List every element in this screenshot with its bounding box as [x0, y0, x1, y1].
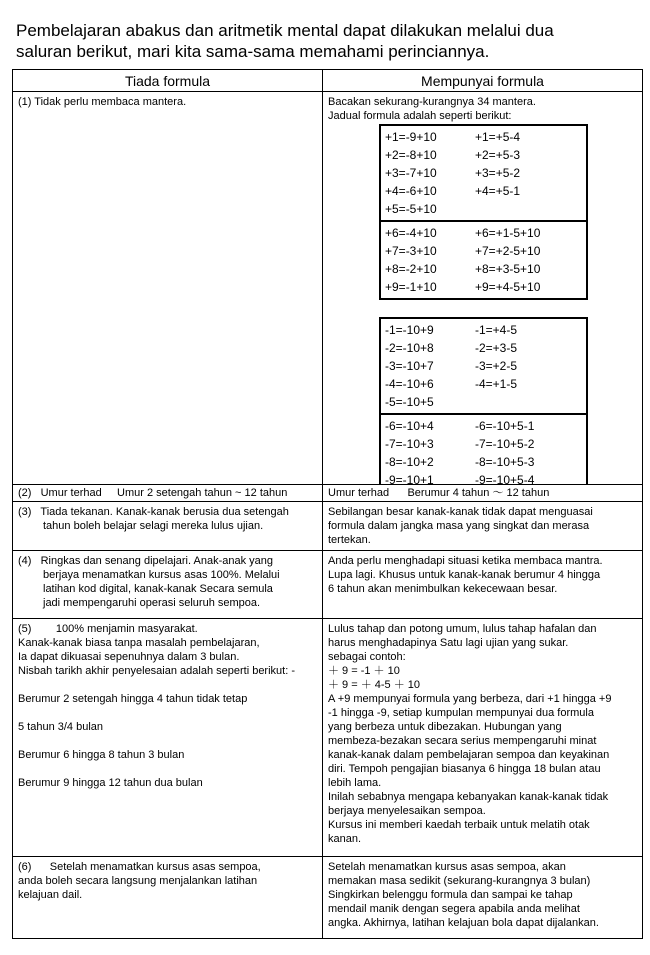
row6-left-cell — [13, 857, 323, 939]
row3-left-line: (3) Tiada tekanan. Kanak-kanak berusia dua setengah — [18, 506, 289, 518]
formula-row — [385, 278, 582, 296]
row5-right-line: sebagai contoh: — [328, 651, 406, 663]
row6-right-cell — [323, 857, 643, 939]
formula-cell: -7=-10+5-2 — [475, 437, 535, 451]
row5-right-text — [323, 619, 642, 849]
formula-row — [385, 393, 582, 411]
row4-left-line: (4) Ringkas dan senang dipelajari. Anak-anak yang — [18, 555, 273, 567]
formula-row — [385, 357, 582, 375]
formula-cell — [475, 393, 565, 411]
row5-right-line: Lulus tahap dan potong umum, lulus tahap hafalan dan — [328, 623, 597, 635]
intro-line: saluran berikut, mari kita sama-sama memahami perinciannya. — [16, 42, 490, 61]
formula-row — [385, 453, 582, 471]
row5-right-line: A +9 mempunyai formula yang berbeza, dari +1 hingga +9 — [328, 693, 612, 705]
formula-cell: -2=+3-5 — [475, 341, 518, 355]
row1-right-content — [323, 92, 642, 484]
formula-section — [381, 220, 586, 298]
row4-left-line: latihan kod digital, kanak-kanak Secara semula — [43, 583, 273, 595]
row3-right-line: tertekan. — [328, 534, 371, 546]
row5-left-line — [18, 762, 317, 776]
formula-cell: -6=-10+5-1 — [475, 419, 535, 433]
row5-right-line: lebih lama. — [328, 777, 382, 789]
minus-formula-table — [379, 317, 588, 484]
row5-right-line: berjaya menyelesaikan sempoa. — [328, 805, 486, 817]
row3-left-line: tahun boleh belajar selagi mereka lulus ujian. — [43, 520, 264, 532]
row4-right-cell — [323, 551, 643, 619]
formula-row — [385, 182, 582, 200]
row6-right-text — [323, 857, 642, 933]
formula-cell: +3=+5-2 — [475, 166, 521, 180]
row1-right-cell — [323, 92, 643, 485]
formula-row — [385, 128, 582, 146]
formula-cell: +5=-5+10 — [385, 202, 437, 216]
row3-right-cell — [323, 502, 643, 551]
formula-cell: +2=-8+10 — [385, 148, 437, 162]
formula-cell: +7=+2-5+10 — [475, 244, 541, 258]
formula-section — [381, 126, 586, 220]
row5-right-line: kanak-kanak dalam pembelajaran sempoa dan keyakinan — [328, 749, 610, 761]
formula-row — [385, 375, 582, 393]
formula-row — [385, 146, 582, 164]
row5-right-line: -1 hingga -9, setiap kumpulan mempunyai dua formula — [328, 707, 594, 719]
row5-left-cell — [13, 619, 323, 857]
formula-cell: -9=-10+1 — [385, 473, 434, 484]
row1-left-text: (1) Tidak perlu membaca mantera. — [18, 96, 187, 108]
formula-cell — [475, 200, 565, 218]
formula-cell: +8=+3-5+10 — [475, 262, 541, 276]
formula-cell: +9=-1+10 — [385, 280, 437, 294]
row4-left-line: jadi mempengaruhi operasi seluruh sempoa. — [43, 597, 261, 609]
row5-right-cell — [323, 619, 643, 857]
formula-cell: +4=-6+10 — [385, 184, 437, 198]
row5-left-text — [13, 619, 322, 793]
formula-section — [381, 319, 586, 413]
row5-left-line: Berumur 6 hingga 8 tahun 3 bulan — [18, 749, 185, 761]
row5-right-line: diri. Tempoh pengajian biasanya 6 hingga 18 bulan atau — [328, 763, 601, 775]
formula-row — [385, 164, 582, 182]
row5-left-line: (5) 100% menjamin masyarakat. — [18, 623, 198, 635]
formula-cell: -4=+1-5 — [475, 377, 518, 391]
table-row — [13, 92, 643, 485]
formula-cell: -8=-10+5-3 — [475, 455, 535, 469]
formula-cell: -2=-10+8 — [385, 341, 434, 355]
row5-right-line: Kursus ini memberi kaedah terbaik untuk melatih otak — [328, 819, 590, 831]
formula-cell: +6=-4+10 — [385, 226, 437, 240]
formula-row — [385, 242, 582, 260]
row6-right-line: memakan masa sedikit (sekurang-kurangnya 3 bulan) — [328, 875, 591, 887]
row5-right-line: kanan. — [328, 833, 362, 845]
formula-row — [385, 200, 582, 218]
row5-right-line: membeza-bezakan secara serius mempengaruhi minat — [328, 735, 597, 747]
formula-cell: -3=+2-5 — [475, 359, 518, 373]
row6-left-line: anda boleh secara langsung menjalankan latihan — [18, 875, 258, 887]
row5-right-line: ＋ 9 = -1 ＋ 10 — [328, 665, 400, 677]
row5-right-line: Inilah sebabnya mengapa kebanyakan kanak-kanak tidak — [328, 791, 609, 803]
row5-right-line: yang berbeza untuk dibezakan. Hubungan yang — [328, 721, 562, 733]
row5-left-line: Nisbah tarikh akhir penyelesaian adalah seperti berikut: - — [18, 665, 295, 677]
formula-row — [385, 260, 582, 278]
header-no-formula: Tiada formula — [13, 70, 323, 92]
row2-left-cell — [13, 485, 323, 502]
table-row — [13, 857, 643, 939]
row5-right-line: ＋ 9 = ＋ 4-5 ＋ 10 — [328, 679, 421, 691]
row3-left-cell — [13, 502, 323, 551]
row5-right-line: harus menghadapinya Satu lagi ujian yang sukar. — [328, 637, 569, 649]
row5-left-line — [18, 706, 317, 720]
row5-left-line: Berumur 2 setengah hingga 4 tahun tidak tetap — [18, 693, 248, 705]
formula-row — [385, 471, 582, 484]
header-with-formula: Mempunyai formula — [323, 70, 643, 92]
formula-row — [385, 321, 582, 339]
intro-text — [16, 20, 646, 62]
formula-cell: -5=-10+5 — [385, 395, 434, 409]
table-row — [13, 502, 643, 551]
formula-cell: -3=-10+7 — [385, 359, 434, 373]
formula-cell: +3=-7+10 — [385, 166, 437, 180]
formula-cell: -6=-10+4 — [385, 419, 434, 433]
formula-cell: +6=+1-5+10 — [475, 226, 541, 240]
row5-left-line: 5 tahun 3/4 bulan — [18, 721, 104, 733]
formula-cell: +4=+5-1 — [475, 184, 521, 198]
header-row — [13, 70, 643, 92]
row3-right-line: formula dalam jangka masa yang singkat dan merasa — [328, 520, 590, 532]
row5-left-line: Berumur 9 hingga 12 tahun dua bulan — [18, 777, 203, 789]
row6-right-line: mendail manik dengan segera apabila anda melihat — [328, 903, 580, 915]
intro-line: Pembelajaran abakus dan aritmetik mental dapat dilakukan melalui dua — [16, 21, 554, 40]
formula-row — [385, 224, 582, 242]
table-row — [13, 485, 643, 502]
formula-cell: -8=-10+2 — [385, 455, 434, 469]
row6-left-line: kelajuan dail. — [18, 889, 83, 901]
row1-right-line: Jadual formula adalah seperti berikut: — [328, 110, 512, 122]
row1-right-line: Bacakan sekurang-kurangnya 34 mantera. — [328, 96, 536, 108]
row2-right-cell — [323, 485, 643, 502]
plus-formula-table — [379, 124, 588, 300]
table-row — [13, 551, 643, 619]
formula-row — [385, 339, 582, 357]
formula-cell: -1=-10+9 — [385, 323, 434, 337]
formula-cell: +1=+5-4 — [475, 130, 521, 144]
row4-left-line: berjaya menamatkan kursus asas 100%. Melalui — [43, 569, 280, 581]
row3-right-line: Sebilangan besar kanak-kanak tidak dapat menguasai — [328, 506, 593, 518]
row6-right-line: Singkirkan belenggu formula dan sampai ke tahap — [328, 889, 573, 901]
row4-right-line: 6 tahun akan menimbulkan kekecewaan besar. — [328, 583, 558, 595]
formula-cell: +9=+4-5+10 — [475, 280, 541, 294]
formula-cell: -7=-10+3 — [385, 437, 434, 451]
row4-left-cell — [13, 551, 323, 619]
formula-row — [385, 435, 582, 453]
row1-left-cell — [13, 92, 323, 485]
formula-cell: +1=-9+10 — [385, 130, 437, 144]
formula-cell: +2=+5-3 — [475, 148, 521, 162]
formula-cell: -9=-10+5-4 — [475, 473, 535, 484]
row5-left-line: Kanak-kanak biasa tanpa masalah pembelajaran, — [18, 637, 260, 649]
row6-right-line: angka. Akhirnya, latihan kelajuan bola dapat dijalankan. — [328, 917, 599, 929]
formula-row — [385, 417, 582, 435]
row6-right-line: Setelah menamatkan kursus asas sempoa, akan — [328, 861, 566, 873]
table-row — [13, 619, 643, 857]
row5-left-line: Ia dapat dikuasai sepenuhnya dalam 3 bulan. — [18, 651, 240, 663]
formula-cell: +7=-3+10 — [385, 244, 437, 258]
formula-cell: +8=-2+10 — [385, 262, 437, 276]
row5-left-line — [18, 734, 317, 748]
row5-left-line — [18, 678, 317, 692]
row2-left-text: (2) Umur terhad Umur 2 setengah tahun ~ 12 tahun — [18, 487, 288, 499]
row6-left-line: (6) Setelah menamatkan kursus asas sempoa, — [18, 861, 261, 873]
formula-cell: -1=+4-5 — [475, 323, 518, 337]
comparison-table — [12, 69, 643, 939]
row4-right-line: Anda perlu menghadapi situasi ketika membaca mantra. — [328, 555, 603, 567]
row4-right-line: Lupa lagi. Khusus untuk kanak-kanak berumur 4 hingga — [328, 569, 601, 581]
formula-cell: -4=-10+6 — [385, 377, 434, 391]
row2-right-text: Umur terhad Berumur 4 tahun ～ 12 tahun — [328, 487, 550, 499]
formula-section — [381, 413, 586, 484]
